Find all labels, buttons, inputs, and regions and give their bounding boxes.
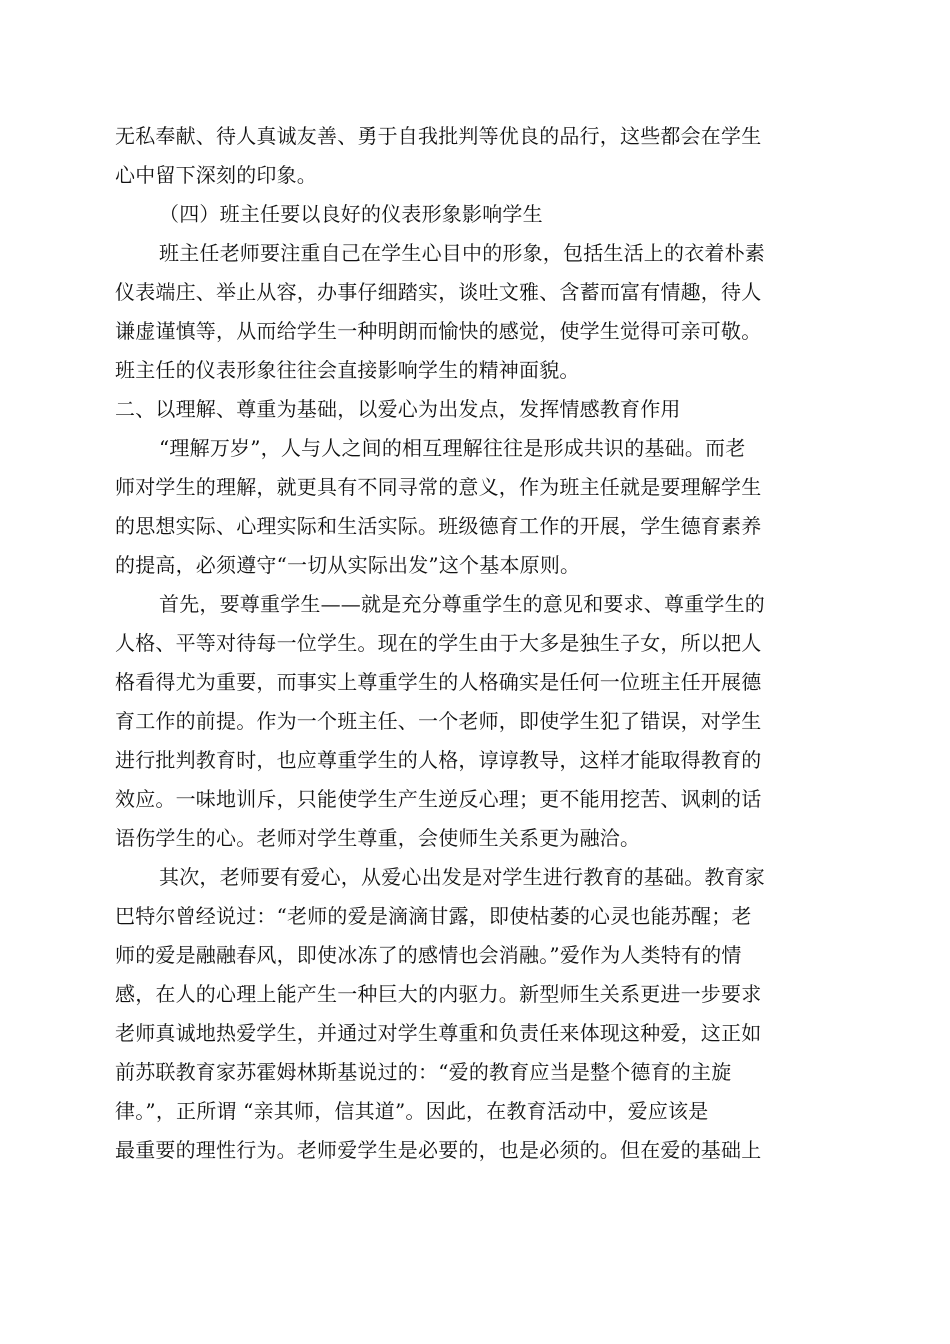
text-line: 仪表端庄、举止从容，办事仔细踏实，谈吐文雅、含蓄而富有情趣，待人 (115, 280, 762, 304)
text-line: 班主任老师要注重自己在学生心目中的形象，包括生活上的衣着朴素 (159, 241, 765, 265)
text-line: 前苏联教育家苏霍姆林斯基说过的：“爱的教育应当是整个德育的主旋 (115, 1060, 732, 1084)
text-line: 感，在人的心理上能产生一种巨大的内驱力。新型师生关系更进一步要求 (115, 982, 762, 1006)
text-line: 语伤学生的心。老师对学生尊重，会使师生关系更为融洽。 (115, 826, 641, 850)
text-line: “理解万岁”，人与人之间的相互理解往往是形成共识的基础。而老 (159, 436, 746, 460)
text-line: 进行批判教育时，也应尊重学生的人格，谆谆教导，这样才能取得教育的 (115, 748, 762, 772)
text-line: 的思想实际、心理实际和生活实际。班级德育工作的开展，学生德育素养 (115, 514, 762, 538)
text-line: 巴特尔曾经说过：“老师的爱是滴滴甘露，即使枯萎的心灵也能苏醒；老 (115, 904, 752, 928)
text-line: 育工作的前提。作为一个班主任、一个老师，即使学生犯了错误，对学生 (115, 709, 762, 733)
text-line: 谦虚谨慎等，从而给学生一种明朗而愉快的感觉，使学生觉得可亲可敬。 (115, 319, 762, 343)
text-line: 班主任的仪表形象往往会直接影响学生的精神面貌。 (115, 358, 580, 382)
section-heading: （四）班主任要以良好的仪表形象影响学生 (159, 202, 543, 226)
text-line: 心中留下深刻的印象。 (115, 163, 317, 187)
text-line: 无私奉献、待人真诚友善、勇于自我批判等优良的品行，这些都会在学生 (115, 124, 762, 148)
document-body (115, 117, 835, 1170)
text-line: 师的爱是融融春风，即使冰冻了的感情也会消融。”爱作为人类特有的情 (115, 943, 742, 967)
text-line: 效应。一味地训斥，只能使学生产生逆反心理；更不能用挖苦、讽刺的话 (115, 787, 762, 811)
text-line: 人格、平等对待每一位学生。现在的学生由于大多是独生子女，所以把人 (115, 631, 762, 655)
text-line: 师对学生的理解，就更具有不同寻常的意义，作为班主任就是要理解学生 (115, 475, 762, 499)
text-line: 的提高，必须遵守“一切从实际出发”这个基本原则。 (115, 553, 581, 577)
text-line: 其次，老师要有爱心，从爱心出发是对学生进行教育的基础。教育家 (159, 865, 765, 889)
text-line: 律。”，正所谓 “亲其师，信其道”。因此，在教育活动中，爱应该是 (115, 1099, 709, 1123)
text-line: 老师真诚地热爱学生，并通过对学生尊重和负责任来体现这种爱，这正如 (115, 1021, 762, 1045)
text-line: 格看得尤为重要，而事实上尊重学生的人格确实是任何一位班主任开展德 (115, 670, 762, 694)
section-heading: 二、以理解、尊重为基础，以爱心为出发点，发挥情感教育作用 (115, 397, 681, 421)
text-line: 首先，要尊重学生——就是充分尊重学生的意见和要求、尊重学生的 (159, 592, 765, 616)
text-line: 最重要的理性行为。老师爱学生是必要的，也是必须的。但在爱的基础上 (115, 1138, 762, 1162)
